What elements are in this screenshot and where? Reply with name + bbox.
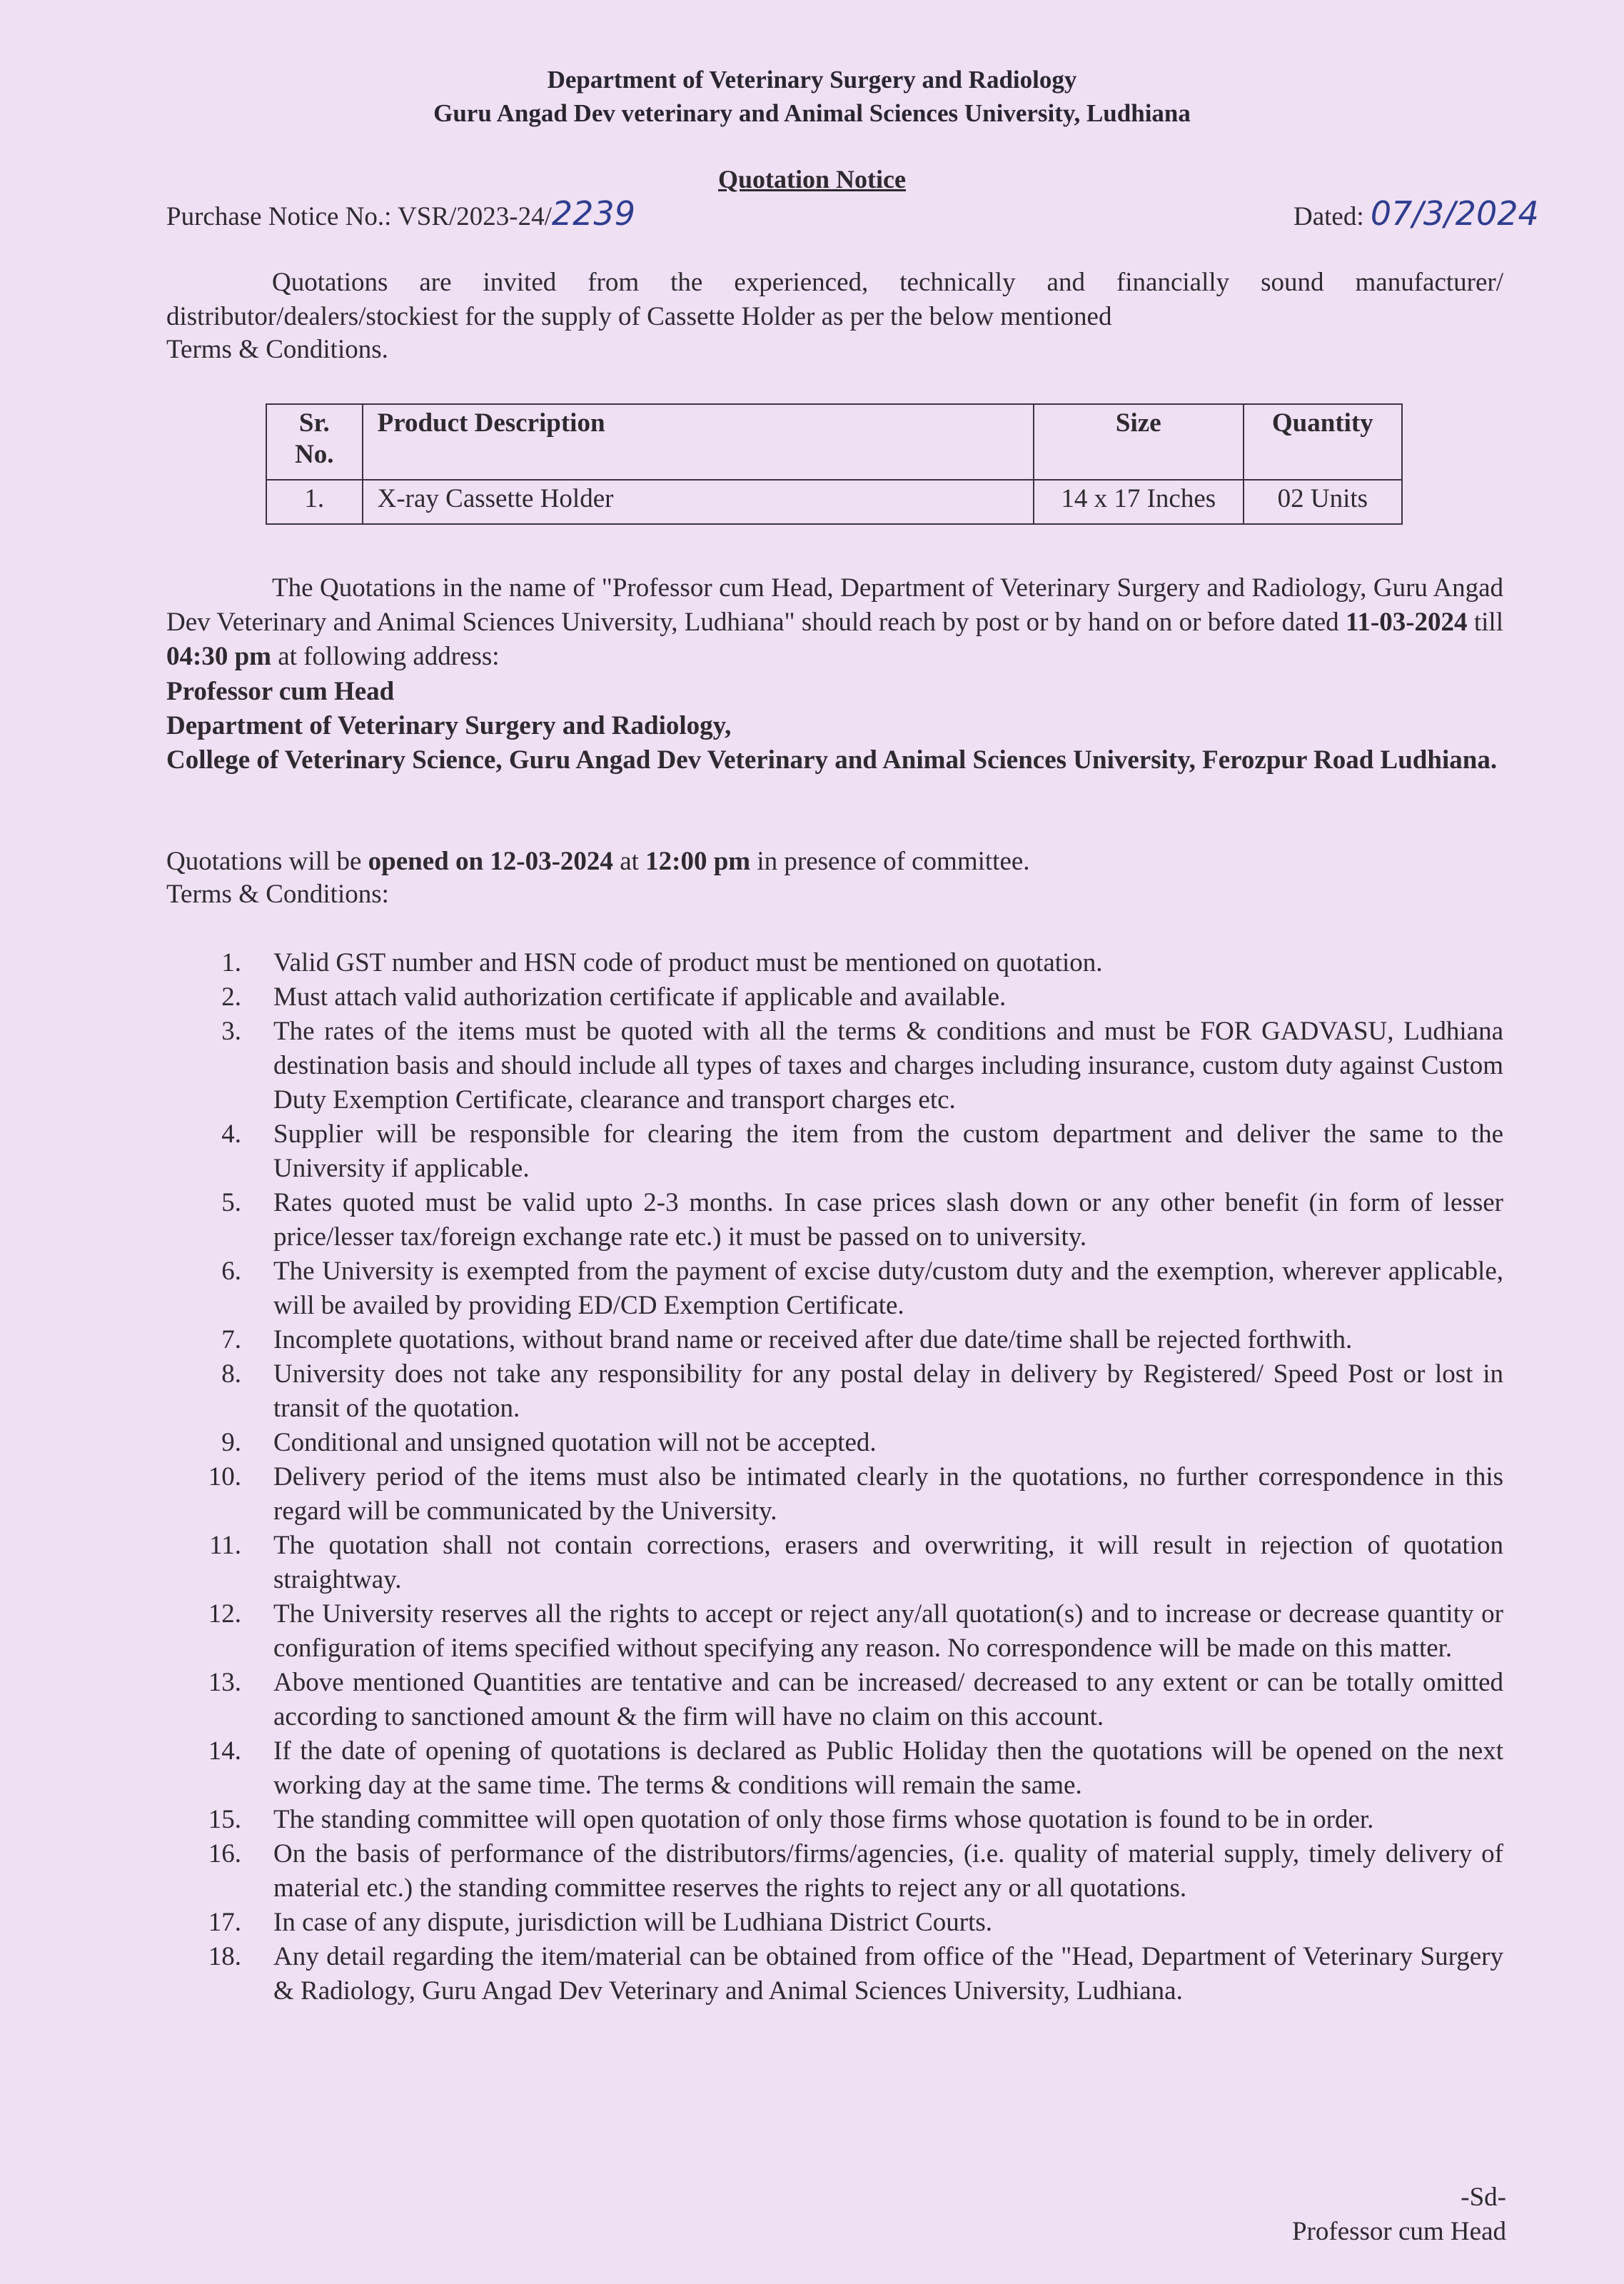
list-item (166, 1597, 1503, 1666)
column-header-quantity: Quantity (1244, 404, 1402, 480)
term-number: 12. (208, 1599, 241, 1629)
signatory-title: Professor cum Head (1291, 2217, 1506, 2246)
term-text: If the date of opening of quotations is declared as Public Holiday then the quotations will be opened on the next working day at the same time. The terms & conditions will remain the same. (273, 1736, 1503, 1800)
intro-paragraph: Quotations are invited from the experienced, technically and financially sound manufacturer/ distributor/dealers/stockiest for the supply of Cassette Holder as per the below mentioned (166, 268, 1503, 331)
list-item (166, 1837, 1503, 1906)
items-table (266, 403, 1403, 525)
submission-time: 04:30 pm (166, 642, 271, 671)
term-number: 18. (208, 1942, 241, 1971)
list-item (166, 1117, 1503, 1186)
term-number: 6. (221, 1257, 241, 1286)
term-text: In case of any dispute, jurisdiction will be Ludhiana District Courts. (273, 1908, 993, 1937)
column-header-size: Size (1034, 404, 1244, 480)
term-text: The standing committee will open quotation of only those firms whose quotation is found to be in order. (273, 1805, 1374, 1834)
term-number: 14. (208, 1736, 241, 1766)
notice-title: Quotation Notice (718, 165, 906, 193)
term-number: 2. (221, 982, 241, 1012)
cell-quantity: 02 Units (1244, 480, 1402, 524)
postal-address (166, 675, 1503, 778)
cell-size: 14 x 17 Inches (1034, 480, 1244, 524)
list-item (166, 1186, 1503, 1254)
purchase-notice-number (166, 194, 635, 233)
list-item (166, 1940, 1503, 2008)
list-item (166, 1906, 1503, 1940)
term-text: Above mentioned Quantities are tentative and can be increased/ decreased to any extent or can be totally omitted according to sanctioned amount & the firm will have no claim on this account. (273, 1668, 1503, 1731)
term-number: 17. (208, 1908, 241, 1937)
cell-sr-no: 1. (266, 480, 363, 524)
table-header-row (266, 404, 1402, 480)
list-item (166, 1803, 1503, 1837)
opening-time: 12:00 pm (645, 847, 751, 876)
terms-list (166, 946, 1503, 2008)
term-text: The University reserves all the rights to accept or reject any/all quotation(s) and to increase or decrease quantity or configuration of items specified without specifying any reason. No correspondence will be made on this matter. (273, 1599, 1503, 1663)
term-text: Delivery period of the items must also be intimated clearly in the quotations, no further correspondence in this regard will be communicated by the University. (273, 1462, 1503, 1526)
signature-mark: -Sd- (1461, 2183, 1506, 2212)
term-text: Incomplete quotations, without brand name or received after due date/time shall be rejected forthwith. (273, 1325, 1353, 1354)
term-text: Conditional and unsigned quotation will not be accepted. (273, 1428, 877, 1457)
term-number: 5. (221, 1188, 241, 1217)
submission-paragraph (166, 571, 1503, 674)
list-item (166, 1529, 1503, 1597)
term-number: 4. (221, 1120, 241, 1149)
submission-text-b: till (1467, 608, 1503, 637)
address-line-1: Professor cum Head (166, 677, 395, 706)
term-text: Any detail regarding the item/material can be obtained from office of the "Head, Department of Veterinary Surgery & Radiology, Guru Angad Dev Veterinary and Animal Sciences University, Ludhiana. (273, 1942, 1503, 2006)
term-number: 15. (208, 1805, 241, 1834)
list-item (166, 1357, 1503, 1426)
term-text: On the basis of performance of the distributors/firms/agencies, (i.e. quality of material supply, timely delivery of material etc.) the standing committee reserves the rights to reject any or all quotations. (273, 1839, 1503, 1903)
column-header-sr-no: Sr. No. (266, 404, 363, 480)
submission-date: 11-03-2024 (1345, 608, 1468, 637)
list-item (166, 980, 1503, 1015)
opening-date: opened on 12-03-2024 (368, 847, 613, 876)
term-number: 1. (221, 948, 241, 977)
opening-text-b: at (612, 847, 646, 876)
term-number: 10. (208, 1462, 241, 1491)
list-item (166, 1460, 1503, 1529)
address-line-3: College of Veterinary Science, Guru Angad Dev Veterinary and Animal Sciences University, Ferozpur Road Ludhiana. (166, 745, 1498, 775)
term-number: 11. (209, 1531, 241, 1560)
term-number: 13. (208, 1668, 241, 1697)
term-text: Valid GST number and HSN code of product must be mentioned on quotation. (273, 948, 1103, 977)
list-item (166, 1666, 1503, 1734)
term-text: The University is exempted from the payment of excise duty/custom duty and the exemption, wherever applicable, will be availed by providing ED/CD Exemption Certificate. (273, 1257, 1503, 1320)
opening-text-a: Quotations will be (166, 847, 368, 876)
list-item (166, 1254, 1503, 1323)
term-text: Must attach valid authorization certificate if applicable and available. (273, 982, 1007, 1012)
list-item (166, 1323, 1503, 1357)
notice-date (1293, 194, 1539, 233)
submission-text-c: at following address: (271, 642, 500, 671)
cell-description: X-ray Cassette Holder (363, 480, 1034, 524)
column-header-description: Product Description (363, 404, 1034, 480)
list-item (166, 946, 1503, 980)
handwritten-date: 07/3/2024 (1370, 194, 1539, 233)
term-text: University does not take any responsibility for any postal delay in delivery by Registered/ Speed Post or lost in transit of the quotation. (273, 1359, 1503, 1423)
terms-heading: Terms & Conditions: (166, 880, 389, 909)
list-item (166, 1734, 1503, 1803)
term-text: The quotation shall not contain corrections, erasers and overwriting, it will result in rejection of quotation straightway. (273, 1531, 1503, 1594)
term-number: 3. (221, 1017, 241, 1046)
list-item (166, 1015, 1503, 1117)
term-number: 7. (221, 1325, 241, 1354)
term-text: The rates of the items must be quoted with all the terms & conditions and must be FOR GADVASU, Ludhiana destination basis and should include all types of taxes and charges including insurance, custom duty against Custom Duty Exemption Certificate, clearance and transport charges etc. (273, 1017, 1503, 1115)
list-item (166, 1426, 1503, 1460)
dated-label: Dated: (1293, 202, 1371, 231)
term-text: Rates quoted must be valid upto 2-3 months. In case prices slash down or any other benefit (in form of lesser price/lesser tax/foreign exchange rate etc.) it must be passed on to university. (273, 1188, 1503, 1252)
university-name: Guru Angad Dev veterinary and Animal Sciences University, Ludhiana (433, 99, 1191, 127)
address-line-2: Department of Veterinary Surgery and Radiology, (166, 711, 732, 740)
term-number: 8. (221, 1359, 241, 1389)
department-name: Department of Veterinary Surgery and Radiology (547, 66, 1077, 94)
term-text: Supplier will be responsible for clearing the item from the custom department and deliver the same to the University if applicable. (273, 1120, 1503, 1183)
handwritten-notice-number: 2239 (551, 194, 635, 233)
intro-paragraph-end: Terms & Conditions. (166, 335, 388, 364)
table-row (266, 480, 1402, 524)
opening-text-c: in presence of committee. (750, 847, 1030, 876)
term-number: 9. (221, 1428, 241, 1457)
term-number: 16. (208, 1839, 241, 1868)
opening-statement (166, 845, 1030, 879)
document-header (0, 63, 1624, 130)
submission-text-a: The Quotations in the name of "Professor cum Head, Department of Veterinary Surgery and Radiology, Guru Angad Dev Veterinary and Animal Sciences University, Ludhiana" should reach by post or by hand on or before dated (166, 573, 1503, 637)
purchase-notice-label: Purchase Notice No.: VSR/2023-24/ (166, 202, 552, 231)
